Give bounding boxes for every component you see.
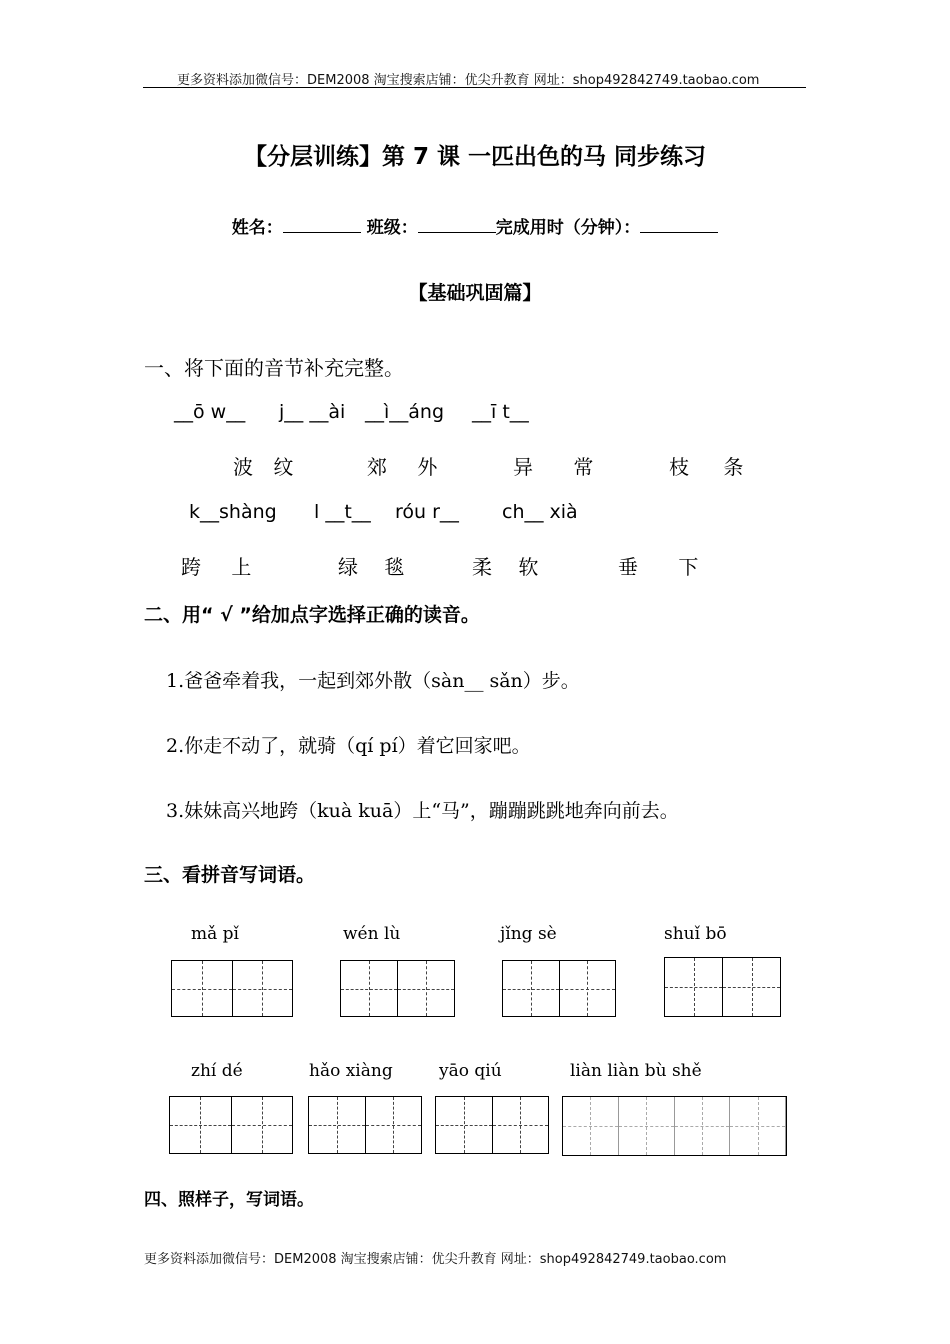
pinyin-word-3: jǐng sè (500, 924, 557, 944)
word-5: 跨 上 (181, 555, 252, 579)
time-label: 完成用时（分钟）： (495, 218, 641, 238)
word-7: 柔 软 (472, 555, 539, 579)
word-6: 绿 毯 (338, 555, 405, 579)
class-label: 班级： (366, 218, 418, 238)
pinyin-word-1: mǎ pǐ (191, 924, 239, 944)
writing-grid-3[interactable] (502, 960, 616, 1017)
name-label: 姓名： (231, 218, 283, 238)
pinyin-blank-2: j__ __ài (279, 401, 346, 423)
writing-grid-5[interactable] (169, 1096, 293, 1154)
pinyin-word-6: hǎo xiàng (309, 1061, 393, 1081)
pinyin-word-7: yāo qiú (439, 1061, 502, 1081)
writing-grid-7[interactable] (435, 1096, 549, 1154)
section1-heading: 一、将下面的音节补充完整。 (144, 356, 404, 380)
section3-heading: 三、看拼音写词语。 (144, 864, 316, 886)
question-item-2: 2.你走不动了，就骑（qí pí）着它回家吧。 (166, 735, 531, 757)
writing-grid-8[interactable] (562, 1096, 787, 1156)
word-8: 垂 下 (618, 555, 699, 579)
pinyin-blank-6: l __t__ (314, 501, 371, 523)
pinyin-word-5: zhí dé (191, 1061, 243, 1081)
name-blank[interactable] (283, 216, 361, 233)
page-title: 【分层训练】第 7 课 一匹出色的马 同步练习 (243, 144, 707, 170)
writing-grid-2[interactable] (340, 960, 455, 1017)
pinyin-blank-7: róu r__ (395, 501, 459, 523)
writing-grid-1[interactable] (171, 960, 293, 1017)
pinyin-blank-3: __ì__áng (365, 401, 445, 423)
word-2: 郊 外 (367, 455, 438, 479)
pinyin-word-4: shuǐ bō (664, 924, 727, 944)
section-group-title: 【基础巩固篇】 (408, 282, 542, 304)
page-footer: 更多资料添加微信号：DEM2008 淘宝搜索店铺：优尖升教育 网址：shop492842749.taobao.com (144, 1252, 727, 1267)
question-item-1: 1.爸爸牵着我，一起到郊外散（sàn__ sǎn）步。 (166, 670, 580, 692)
word-4: 枝 条 (669, 455, 744, 479)
student-info-line (0, 213, 950, 238)
header-divider (143, 87, 806, 88)
pinyin-word-2: wén lù (343, 924, 401, 944)
time-blank[interactable] (640, 216, 718, 233)
page-header: 更多资料添加微信号：DEM2008 淘宝搜索店铺：优尖升教育 网址：shop492842749.taobao.com (177, 73, 760, 88)
pinyin-blank-4: __ī t__ (472, 401, 529, 423)
pinyin-blank-5: k__shàng (189, 501, 277, 523)
pinyin-blank-1: __ō w__ (174, 401, 246, 423)
class-blank[interactable] (418, 216, 496, 233)
word-3: 异 常 (513, 455, 594, 479)
pinyin-word-8: liàn liàn bù shě (570, 1061, 702, 1081)
section2-heading: 二、用“ √ ”给加点字选择正确的读音。 (144, 604, 480, 626)
word-1: 波 纹 (233, 455, 294, 479)
section4-heading: 四、照样子，写词语。 (144, 1190, 314, 1210)
writing-grid-6[interactable] (308, 1096, 422, 1154)
pinyin-blank-8: ch__ xià (502, 501, 578, 523)
writing-grid-4[interactable] (664, 957, 781, 1017)
question-item-3: 3.妹妹高兴地跨（kuà kuā）上“马”，蹦蹦跳跳地奔向前去。 (166, 800, 679, 822)
